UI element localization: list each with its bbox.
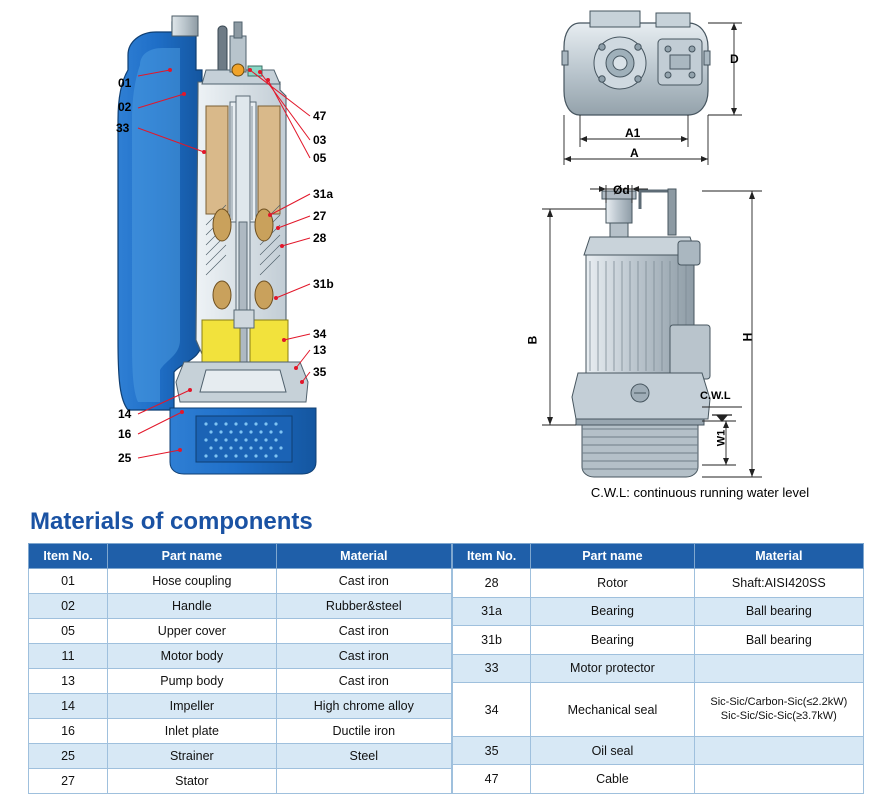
cell-material: Cast iron xyxy=(276,644,451,669)
cell-material: Shaft:AISI420SS xyxy=(694,569,863,598)
cell-part: Cable xyxy=(531,765,694,794)
cell-item: 34 xyxy=(453,683,531,737)
table-row xyxy=(29,669,452,694)
callout-14: 14 xyxy=(118,407,132,421)
cell-material: Ball bearing xyxy=(694,626,863,655)
cell-material-line2: Sic-Sic/Sic-Sic(≥3.7kW) xyxy=(720,709,837,722)
cell-part: Oil seal xyxy=(531,736,694,765)
dim-diameter-d: Ød xyxy=(613,183,630,197)
cell-item: 13 xyxy=(29,669,108,694)
cell-material: Cast iron xyxy=(276,569,451,594)
table-row xyxy=(29,594,452,619)
callout-01: 01 xyxy=(118,76,132,90)
materials-tables xyxy=(28,543,864,794)
cell-part: Mechanical seal xyxy=(531,683,694,737)
cell-item: 33 xyxy=(453,654,531,683)
table-row xyxy=(453,569,864,598)
callout-16: 16 xyxy=(118,427,132,441)
callout-35: 35 xyxy=(313,365,327,379)
cell-part: Motor body xyxy=(108,644,277,669)
callout-02: 02 xyxy=(118,100,132,114)
cell-material-line1: Sic-Sic/Carbon-Sic(≤2.2kW) xyxy=(710,695,848,708)
table-row xyxy=(29,769,452,794)
dim-B: B xyxy=(525,335,540,345)
cell-part: Impeller xyxy=(108,694,277,719)
cell-item: 16 xyxy=(29,719,108,744)
table-row xyxy=(453,597,864,626)
callout-03: 03 xyxy=(313,133,327,147)
cell-material xyxy=(276,769,451,794)
table-row xyxy=(453,683,864,737)
callout-47: 47 xyxy=(313,109,327,123)
header-material: Material xyxy=(694,544,863,569)
header-material: Material xyxy=(276,544,451,569)
callout-27: 27 xyxy=(313,209,327,223)
materials-title: Materials of components xyxy=(30,508,313,535)
cell-material xyxy=(694,765,863,794)
cell-material: Rubber&steel xyxy=(276,594,451,619)
cell-part: Inlet plate xyxy=(108,719,277,744)
dim-D: D xyxy=(730,52,739,66)
cell-part: Strainer xyxy=(108,744,277,769)
cell-part: Stator xyxy=(108,769,277,794)
cell-item: 01 xyxy=(29,569,108,594)
callout-31a: 31a xyxy=(313,187,334,201)
cell-material: Ductile iron xyxy=(276,719,451,744)
table-row xyxy=(453,765,864,794)
dim-A: A xyxy=(630,146,639,160)
table-row xyxy=(453,736,864,765)
cell-item: 28 xyxy=(453,569,531,598)
header-item-no: Item No. xyxy=(29,544,108,569)
cell-material: Steel xyxy=(276,744,451,769)
cell-item: 11 xyxy=(29,644,108,669)
cell-material xyxy=(694,654,863,683)
cell-material xyxy=(694,683,863,737)
table-row xyxy=(453,626,864,655)
cell-item: 31b xyxy=(453,626,531,655)
cell-item: 05 xyxy=(29,619,108,644)
dim-A1: A1 xyxy=(625,126,641,140)
cwl-marker-label: C.W.L xyxy=(700,390,731,402)
table-row xyxy=(29,619,452,644)
callout-28: 28 xyxy=(313,231,327,245)
cell-part: Hose coupling xyxy=(108,569,277,594)
table-row xyxy=(29,719,452,744)
cell-part: Upper cover xyxy=(108,619,277,644)
cell-material: Cast iron xyxy=(276,619,451,644)
materials-table-right xyxy=(452,543,864,794)
cell-item: 35 xyxy=(453,736,531,765)
cell-part: Bearing xyxy=(531,626,694,655)
cell-part: Rotor xyxy=(531,569,694,598)
cell-part: Pump body xyxy=(108,669,277,694)
materials-table-left xyxy=(28,543,452,794)
cell-part: Handle xyxy=(108,594,277,619)
cell-item: 14 xyxy=(29,694,108,719)
table-header-row xyxy=(29,544,452,569)
header-item-no: Item No. xyxy=(453,544,531,569)
dim-H: H xyxy=(740,332,755,342)
table-row xyxy=(29,569,452,594)
cwl-note: C.W.L: continuous running water level xyxy=(590,485,810,500)
table-row xyxy=(29,744,452,769)
table-row xyxy=(29,694,452,719)
cell-item: 31a xyxy=(453,597,531,626)
cell-material: Ball bearing xyxy=(694,597,863,626)
callout-33: 33 xyxy=(116,121,130,135)
callout-34: 34 xyxy=(313,327,327,341)
cell-part: Bearing xyxy=(531,597,694,626)
table-header-row xyxy=(453,544,864,569)
cell-part: Motor protector xyxy=(531,654,694,683)
table-row xyxy=(29,644,452,669)
cell-material: High chrome alloy xyxy=(276,694,451,719)
cell-item: 25 xyxy=(29,744,108,769)
callout-13: 13 xyxy=(313,343,327,357)
cell-material xyxy=(694,736,863,765)
callout-31b: 31b xyxy=(313,277,334,291)
cell-item: 47 xyxy=(453,765,531,794)
top-view-drawing xyxy=(560,5,880,170)
dim-W1: W1 xyxy=(715,429,728,447)
side-view-drawing xyxy=(520,175,880,495)
callout-05: 05 xyxy=(313,151,327,165)
pump-cutaway-drawing xyxy=(110,10,360,480)
cell-item: 02 xyxy=(29,594,108,619)
table-row xyxy=(453,654,864,683)
cell-material: Cast iron xyxy=(276,669,451,694)
header-part-name: Part name xyxy=(108,544,277,569)
cell-item: 27 xyxy=(29,769,108,794)
header-part-name: Part name xyxy=(531,544,694,569)
callout-25: 25 xyxy=(118,451,132,465)
